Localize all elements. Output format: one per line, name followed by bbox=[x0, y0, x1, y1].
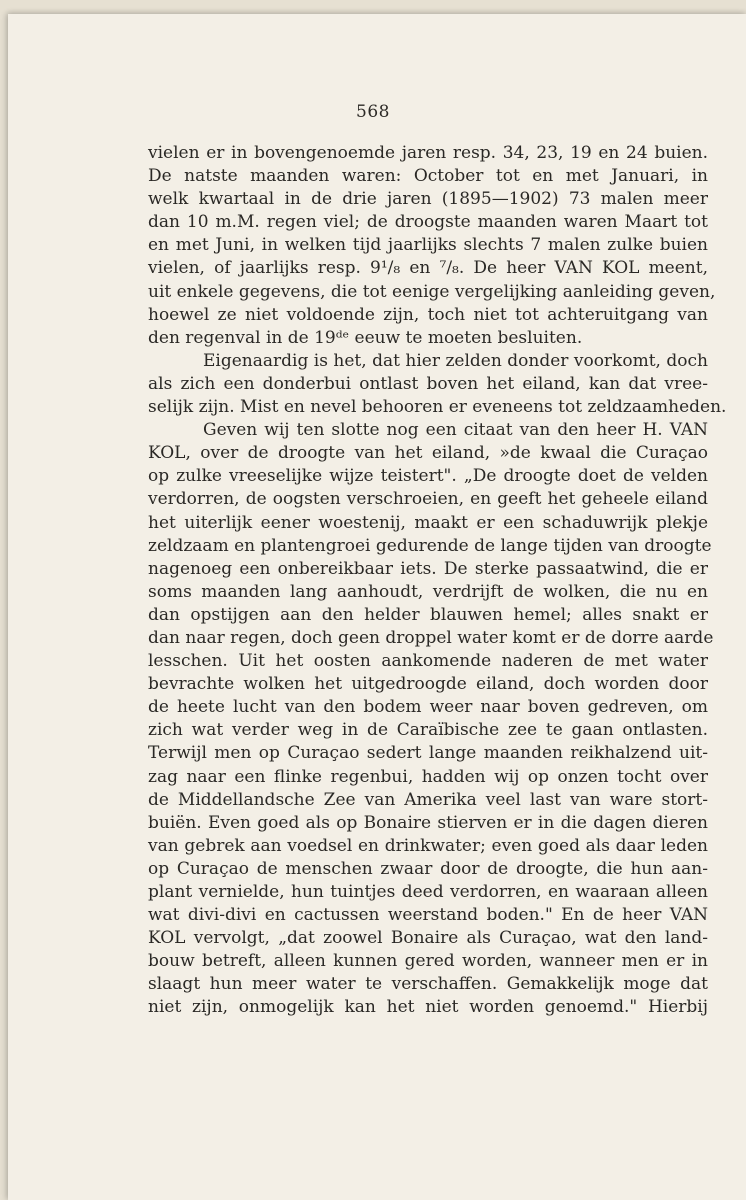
text-line: bevrachte wolken het uitgedroogde eiland, doch worden door bbox=[148, 674, 708, 695]
text-line: dan opstijgen aan den helder blauwen hemel; alles snakt er bbox=[148, 604, 708, 625]
text-line: niet zijn, onmogelijk kan het niet worden genoemd." Hierbij bbox=[148, 997, 708, 1018]
text-line: nagenoeg een onbereikbaar iets. De sterke passaatwind, die er bbox=[148, 558, 708, 579]
text-line: Geven wij ten slotte nog een citaat van den heer H. VAN bbox=[203, 420, 708, 441]
text-line: en met Juni, in welken tijd jaarlijks slechts 7 malen zulke buien bbox=[148, 235, 708, 256]
text-line: welk kwartaal in de drie jaren (1895—1902) 73 malen meer bbox=[148, 189, 708, 210]
body-text bbox=[148, 142, 727, 1020]
text-line: zag naar een flinke regenbui, hadden wij op onzen tocht over bbox=[148, 766, 708, 787]
text-line: van gebrek aan voedsel en drinkwater; even goed als daar leden bbox=[148, 835, 708, 856]
text-line: zeldzaam en plantengroei gedurende de lange tijden van droogte bbox=[148, 535, 712, 556]
text-line: KOL, over de droogte van het eiland, »de kwaal die Curaçao bbox=[148, 443, 708, 464]
text-line: dan 10 m.M. regen viel; de droogste maanden waren Maart tot bbox=[148, 212, 708, 233]
text-line: wat divi-divi en cactussen weerstand boden." En de heer VAN bbox=[148, 905, 708, 926]
text-line: selijk zijn. Mist en nevel behooren er eveneens tot zeldzaamheden. bbox=[148, 397, 727, 418]
text-line: als zich een donderbui ontlast boven het eiland, kan dat vree- bbox=[148, 373, 708, 394]
text-line: soms maanden lang aanhoudt, verdrijft de wolken, die nu en bbox=[148, 581, 708, 602]
text-line: den regenval in de 19ᵈᵉ eeuw te moeten besluiten. bbox=[148, 327, 583, 348]
text-line: op Curaçao de menschen zwaar door de droogte, die hun aan- bbox=[148, 858, 708, 879]
text-line: hoewel ze niet voldoende zijn, toch niet tot achteruitgang van bbox=[148, 304, 708, 325]
text-line: De natste maanden waren: October tot en met Januari, in bbox=[148, 166, 708, 187]
text-line: verdorren, de oogsten verschroeien, en geeft het geheele eiland bbox=[148, 489, 708, 510]
text-line: Eigenaardig is het, dat hier zelden donder voorkomt, doch bbox=[203, 350, 708, 371]
text-line: uit enkele gegevens, die tot eenige vergelijking aanleiding geven, bbox=[148, 281, 716, 302]
text-line: plant vernielde, hun tuintjes deed verdorren, en waaraan alleen bbox=[148, 882, 708, 902]
text-line: op zulke vreeselijke wijze teistert". „De droogte doet de velden bbox=[148, 466, 708, 487]
text-line: vielen er in bovengenoemde jaren resp. 34, 23, 19 en 24 buien. bbox=[148, 143, 708, 163]
text-line: de Middellandsche Zee van Amerika veel last van ware stort- bbox=[148, 789, 708, 810]
text-line: lesschen. Uit het oosten aankomende naderen de met water bbox=[148, 651, 708, 672]
text-line: KOL vervolgt, „dat zoowel Bonaire als Curaçao, wat den land- bbox=[148, 928, 708, 949]
text-line: slaagt hun meer water te verschaffen. Gemakkelijk moge dat bbox=[148, 974, 708, 995]
text-line: de heete lucht van den bodem weer naar boven gedreven, om bbox=[148, 697, 708, 718]
text-line: het uiterlijk eener woestenij, maakt er een schaduwrijk plekje bbox=[148, 512, 708, 533]
text-line: buiën. Even goed als op Bonaire stierven er in die dagen dieren bbox=[148, 812, 708, 833]
text-line: Terwijl men op Curaçao sedert lange maanden reikhalzend uit- bbox=[148, 743, 708, 764]
text-line: bouw betreft, alleen kunnen gered worden, wanneer men er in bbox=[148, 951, 708, 972]
text-line: vielen, of jaarlijks resp. 9¹/₈ en ⁷/₈. De heer VAN KOL meent, bbox=[148, 258, 708, 279]
page-number: 568 bbox=[356, 102, 390, 122]
text-line: dan naar regen, doch geen droppel water komt er de dorre aarde bbox=[148, 627, 714, 648]
text-line: zich wat verder weg in de Caraïbische zee te gaan ontlasten. bbox=[148, 720, 708, 741]
